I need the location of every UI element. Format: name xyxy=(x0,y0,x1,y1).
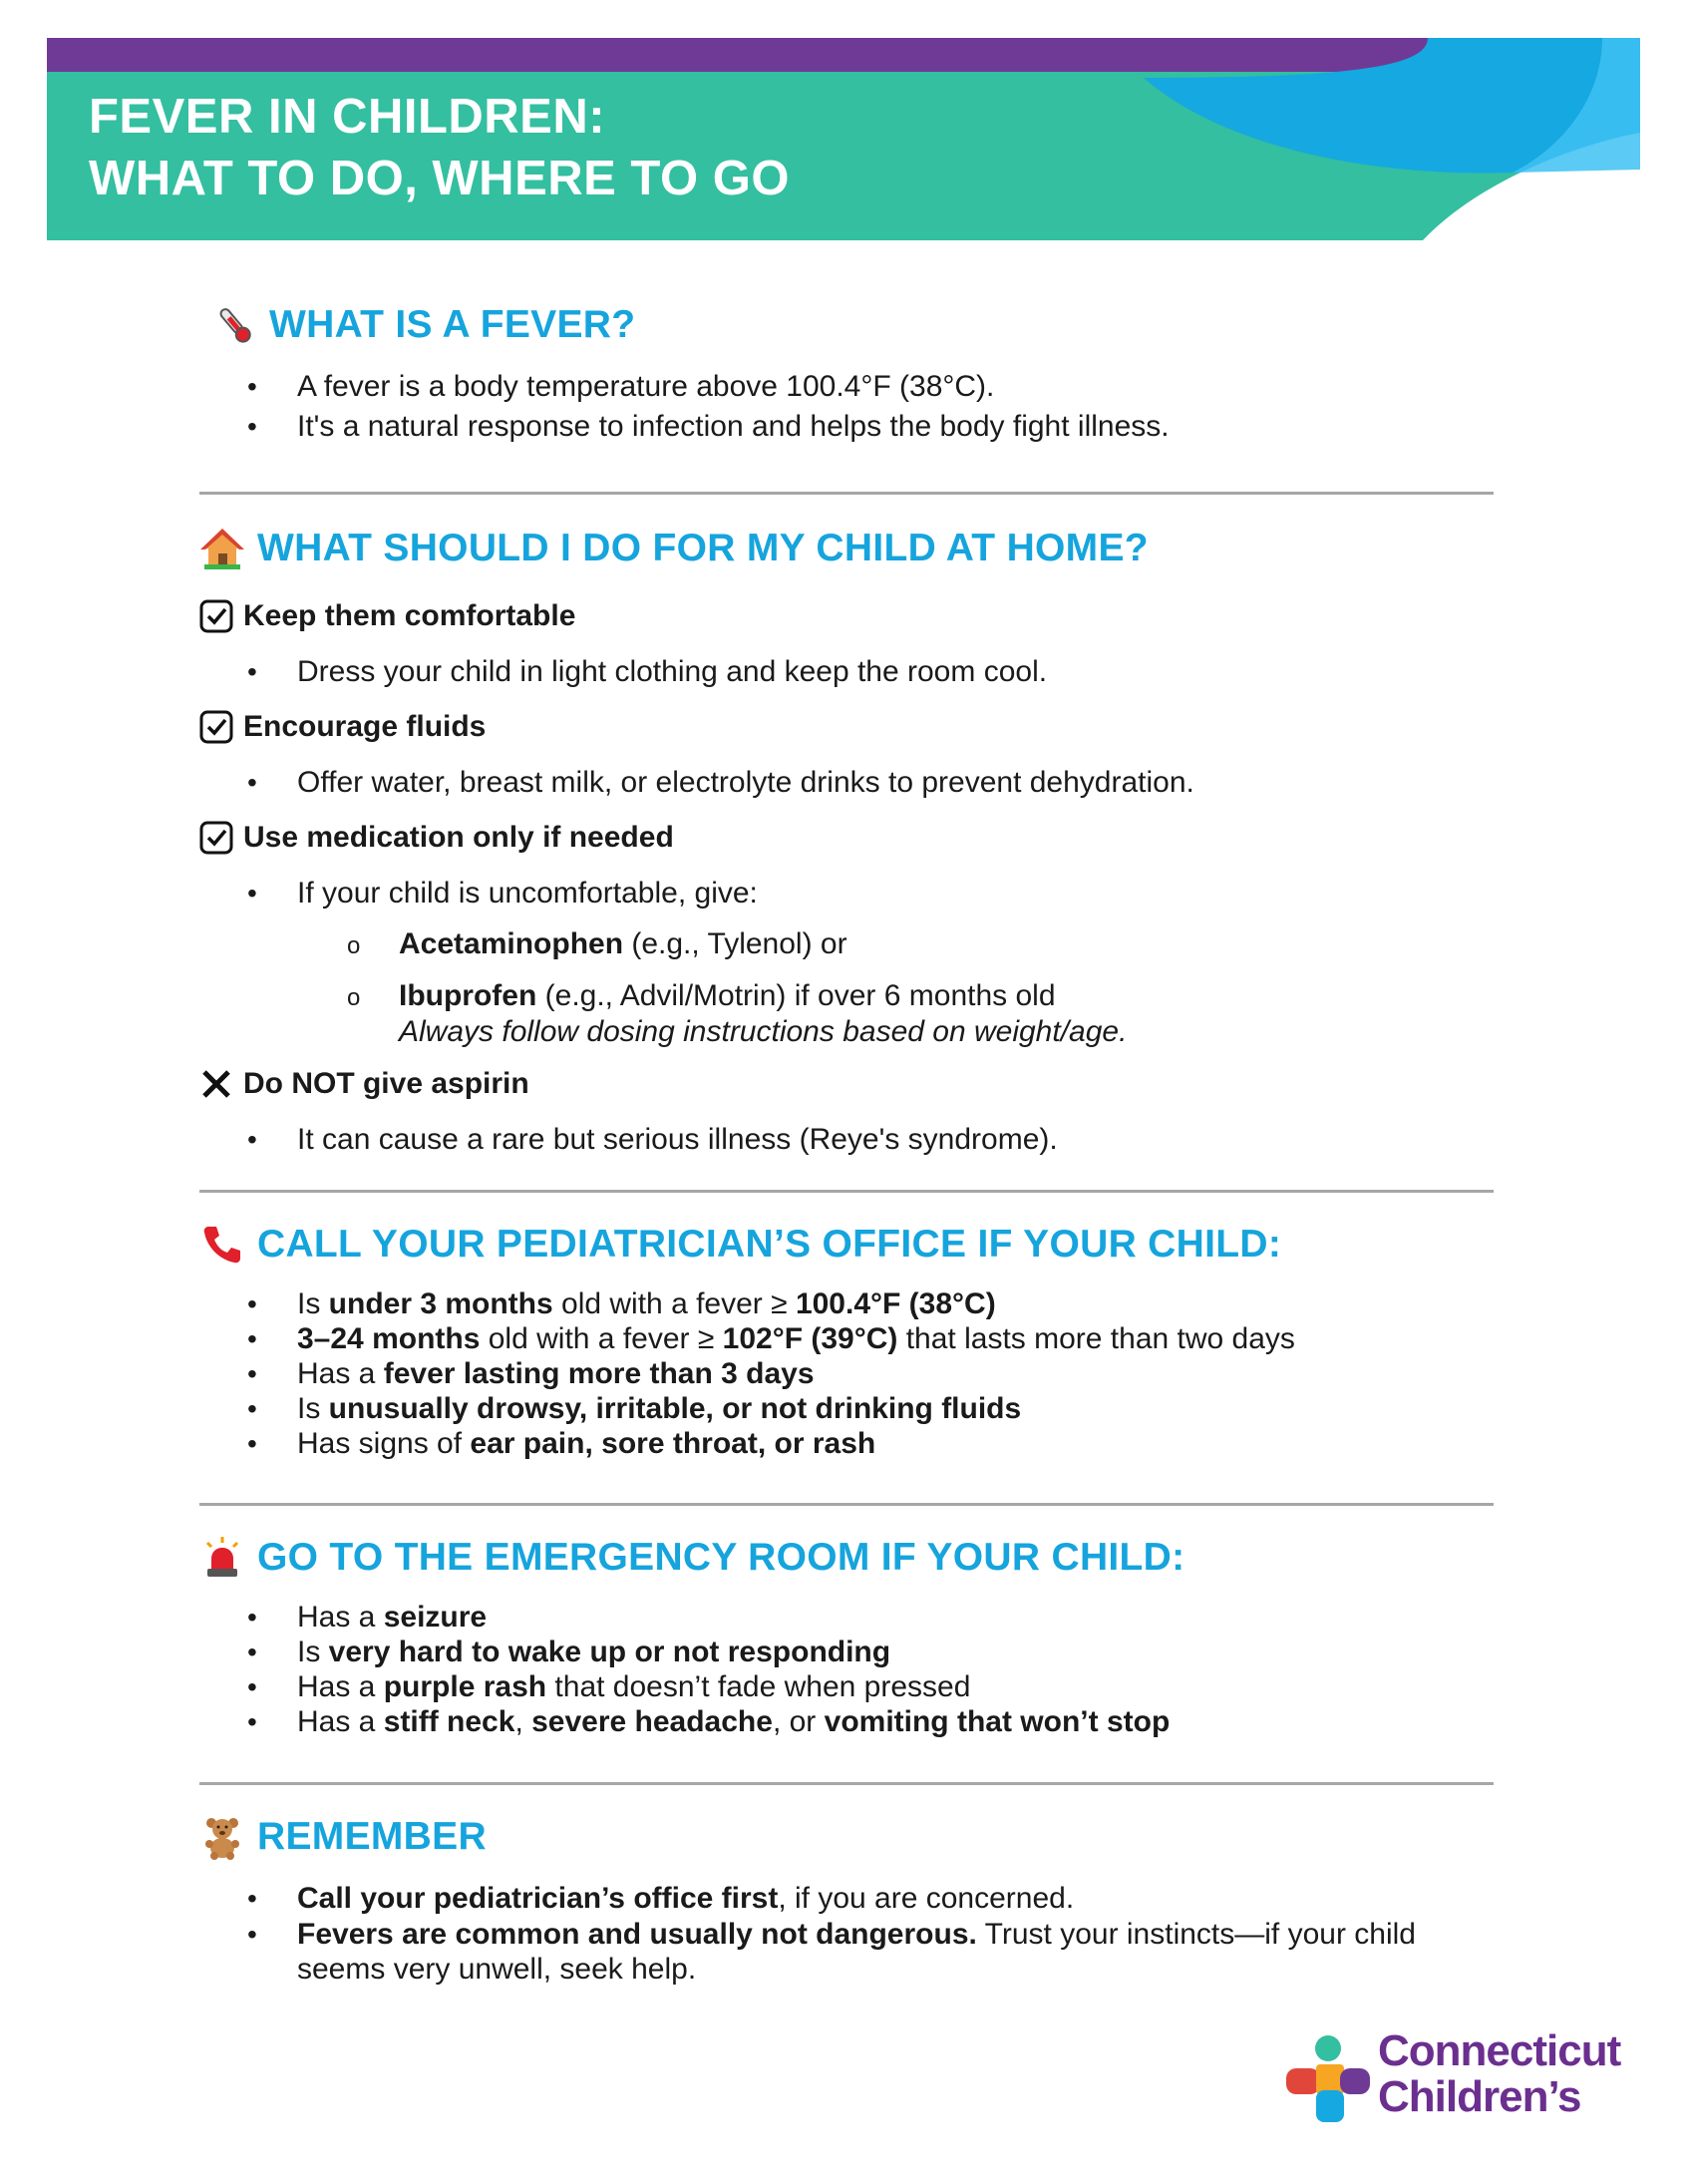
list-item: • Dress your child in light clothing and keep the room cool. xyxy=(199,654,1496,689)
tip-comfortable xyxy=(199,594,1496,638)
remember-list xyxy=(199,1881,1496,1987)
logo-line-2: Children’s xyxy=(1378,2072,1581,2121)
emergency-list xyxy=(199,1600,1496,1739)
header-banner xyxy=(47,38,1640,240)
list-item: • A fever is a body temperature above 100.4°F (38°C). xyxy=(199,369,1496,404)
section-title: GO TO THE EMERGENCY ROOM IF YOUR CHILD: xyxy=(257,1536,1185,1579)
text-bold: under 3 months xyxy=(328,1287,553,1320)
checkbox-icon xyxy=(199,599,233,633)
tip-details xyxy=(199,765,1496,800)
drug-detail: (e.g., Tylenol) or xyxy=(623,927,847,960)
list-item xyxy=(199,1669,1496,1704)
text-span: Is xyxy=(297,1636,329,1668)
medication-acetaminophen xyxy=(199,926,1496,962)
text-bold: 3–24 months xyxy=(297,1322,481,1355)
section-title: CALL YOUR PEDIATRICIAN’S OFFICE IF YOUR CHILD: xyxy=(257,1223,1282,1266)
checkbox-icon xyxy=(199,710,233,744)
text-bold: fever lasting more than 3 days xyxy=(383,1357,815,1390)
section-remember xyxy=(199,1811,1496,1987)
tip-medication xyxy=(199,816,1496,860)
tip-details xyxy=(199,1122,1496,1157)
list-item: • Offer water, breast milk, or electrolyte drinks to prevent dehydration. xyxy=(199,765,1496,800)
text-span: , or xyxy=(772,1705,825,1738)
section-title: REMEMBER xyxy=(257,1815,487,1858)
list-item xyxy=(199,1356,1496,1391)
tip-fluids xyxy=(199,705,1496,749)
list-item xyxy=(199,1321,1496,1356)
siren-icon xyxy=(199,1535,245,1581)
list-item xyxy=(199,1635,1496,1669)
text-span: old with a fever ≥ xyxy=(480,1322,723,1355)
text-span: , xyxy=(514,1705,532,1738)
medication-ibuprofen xyxy=(199,978,1496,1050)
medication-options xyxy=(199,926,1496,1050)
list-item xyxy=(199,1426,1496,1461)
text-span: old with a fever ≥ xyxy=(552,1287,796,1320)
logo-line-1: Connecticut xyxy=(1378,2026,1621,2075)
list-item xyxy=(199,1704,1496,1739)
title-line-2: WHAT TO DO, WHERE TO GO xyxy=(89,152,790,205)
text-bold: very hard to wake up or not responding xyxy=(328,1636,891,1668)
text-bold: severe headache xyxy=(531,1705,773,1738)
drug-name: Ibuprofen xyxy=(399,979,537,1012)
drug-detail: (e.g., Advil/Motrin) if over 6 months old xyxy=(536,979,1056,1012)
text-bold: vomiting that won’t stop xyxy=(824,1705,1171,1738)
checkbox-icon xyxy=(199,821,233,855)
list-item xyxy=(199,1286,1496,1321)
list-item xyxy=(199,1600,1496,1635)
text-span: Has a xyxy=(297,1601,384,1634)
text-bold: stiff neck xyxy=(383,1705,515,1738)
tip-label: Do NOT give aspirin xyxy=(243,1067,529,1100)
banner-purple-strip xyxy=(47,38,1428,72)
list-item: • It's a natural response to infection and helps the body fight illness. xyxy=(199,409,1496,444)
tip-label: Use medication only if needed xyxy=(243,821,674,854)
fever-definition-list xyxy=(199,369,1496,444)
text-bold: ear pain, sore throat, or rash xyxy=(470,1427,876,1460)
section-divider xyxy=(199,1503,1494,1506)
text-span: Is xyxy=(297,1287,329,1320)
text-bold: Call your pediatrician’s office first xyxy=(297,1882,779,1915)
text-bold: purple rash xyxy=(383,1670,547,1703)
section-at-home xyxy=(199,523,1496,1157)
tip-details xyxy=(199,654,1496,689)
title-line-1: FEVER IN CHILDREN: xyxy=(89,90,606,144)
section-title: WHAT IS A FEVER? xyxy=(269,303,636,346)
logo-mark xyxy=(1278,2028,1378,2128)
text-span: Has a xyxy=(297,1357,384,1390)
section-divider xyxy=(199,1190,1494,1193)
house-icon xyxy=(199,526,245,571)
logo-wordmark xyxy=(1378,2028,1620,2120)
section-emergency-room xyxy=(199,1532,1496,1739)
text-span: Is xyxy=(297,1392,329,1425)
drug-name: Acetaminophen xyxy=(399,927,624,960)
thermometer-icon xyxy=(211,302,257,348)
text-span: Has signs of xyxy=(297,1427,471,1460)
dosing-note: Always follow dosing instructions based on weight/age. xyxy=(399,1015,1128,1048)
section-divider xyxy=(199,1782,1494,1785)
section-title: WHAT SHOULD I DO FOR MY CHILD AT HOME? xyxy=(257,527,1149,569)
tip-details xyxy=(199,876,1496,910)
text-bold: 102°F (39°C) xyxy=(722,1322,898,1355)
text-span: , if you are concerned. xyxy=(778,1882,1075,1915)
cross-icon xyxy=(199,1067,233,1101)
section-call-pediatrician xyxy=(199,1219,1496,1461)
text-span: Trust your instincts—if your child seems very unwell, seek help. xyxy=(297,1918,1416,1986)
section-divider xyxy=(199,492,1494,495)
call-pediatrician-list xyxy=(199,1286,1496,1461)
tip-label: Keep them comfortable xyxy=(243,599,576,632)
list-item xyxy=(199,1881,1496,1916)
tip-label: Encourage fluids xyxy=(243,710,487,743)
text-span: Has a xyxy=(297,1705,384,1738)
text-span: Has a xyxy=(297,1670,384,1703)
list-item: • It can cause a rare but serious illness (Reye's syndrome). xyxy=(199,1122,1496,1157)
text-bold: unusually drowsy, irritable, or not drinking fluids xyxy=(328,1392,1022,1425)
section-what-is-fever xyxy=(199,299,1496,444)
phone-icon xyxy=(199,1222,245,1268)
tip-aspirin xyxy=(199,1062,1496,1106)
text-bold: seizure xyxy=(383,1601,488,1634)
text-bold: Fevers are common and usually not dangerous. xyxy=(297,1918,977,1951)
text-span: that doesn’t fade when pressed xyxy=(546,1670,971,1703)
list-item xyxy=(199,1917,1496,1987)
text-bold: 100.4°F (38°C) xyxy=(795,1287,996,1320)
page-title xyxy=(89,86,790,209)
list-item xyxy=(199,1391,1496,1426)
text-span: that lasts more than two days xyxy=(897,1322,1295,1355)
connecticut-childrens-logo xyxy=(1278,2028,1632,2128)
list-item: • If your child is uncomfortable, give: xyxy=(199,876,1496,910)
teddy-bear-icon xyxy=(199,1814,245,1860)
